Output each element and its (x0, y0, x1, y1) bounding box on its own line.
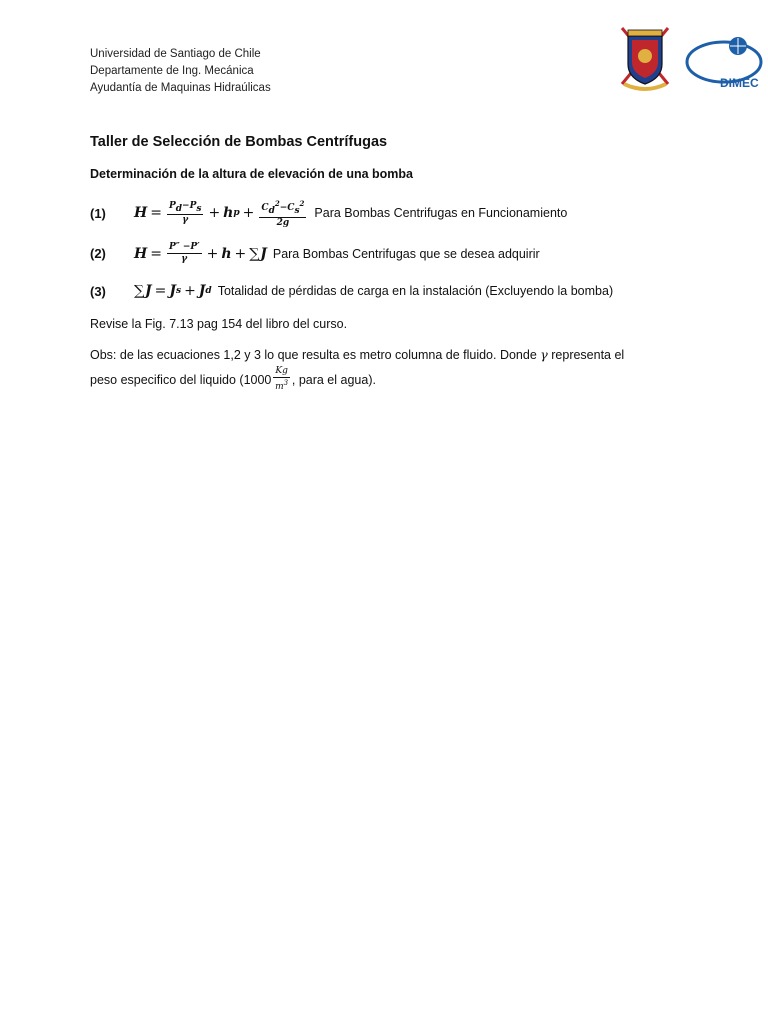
equation-number: (2) (90, 246, 106, 261)
unit-numerator: Kg (275, 366, 288, 376)
equation-row-1 (90, 198, 567, 229)
equation-number: (1) (90, 205, 106, 221)
obs-text-3: peso especifico del liquido (1000 (90, 372, 272, 387)
logos (618, 22, 763, 94)
dimec-logo-icon (684, 32, 764, 92)
equation-description: Totalidad de pérdidas de carga en la instalación (Excluyendo la bomba) (217, 284, 614, 298)
equation-description: Para Bombas Centrifugas que se desea adquirir (272, 246, 540, 261)
course-name: Ayudantía de Maquinas Hidraúlicas (90, 82, 271, 94)
gamma-symbol: γ (540, 347, 548, 362)
obs-text-1: Obs: de las ecuaciones 1,2 y 3 lo que resulta es metro columna de fluido. Donde (90, 348, 537, 362)
obs-text-4: , para el agua). (291, 372, 376, 387)
equation-formula-3: ∑ J = J s + J d (134, 283, 212, 299)
equation-row-2 (90, 242, 540, 265)
equation-formula-2: H = $\frac{P'' -P'}{\gamma}$ + h + ∑ J (134, 242, 267, 264)
dimec-logo-text: DIMEC (720, 76, 759, 90)
unit-exponent: 3 (283, 379, 289, 387)
equation-description: Para Bombas Centrifugas en Funcionamiento (314, 206, 568, 221)
unit-denominator: m (275, 382, 284, 392)
unit-fraction (273, 366, 290, 393)
observation-paragraph (90, 344, 690, 393)
equation-row-3 (90, 283, 613, 299)
obs-text-2: representa el (551, 348, 625, 362)
page-title: Taller de Selección de Bombas Centrífugas (90, 134, 388, 150)
revise-note: Revise la Fig. 7.13 pag 154 del libro del curso. (90, 317, 348, 331)
equation-number: (3) (90, 283, 106, 299)
section-subtitle: Determinación de la altura de elevación de una bomba (90, 167, 414, 181)
equation-formula-1: H = $\frac{P_d-P_s}{\gamma}$ + h p + $\frac{C_d^2-C_s^2}{2g}$ (134, 199, 305, 228)
department-name: Departamente de Ing. Mecánica (90, 65, 254, 77)
university-name: Universidad de Santiago de Chile (90, 48, 261, 60)
document-header (90, 46, 271, 97)
